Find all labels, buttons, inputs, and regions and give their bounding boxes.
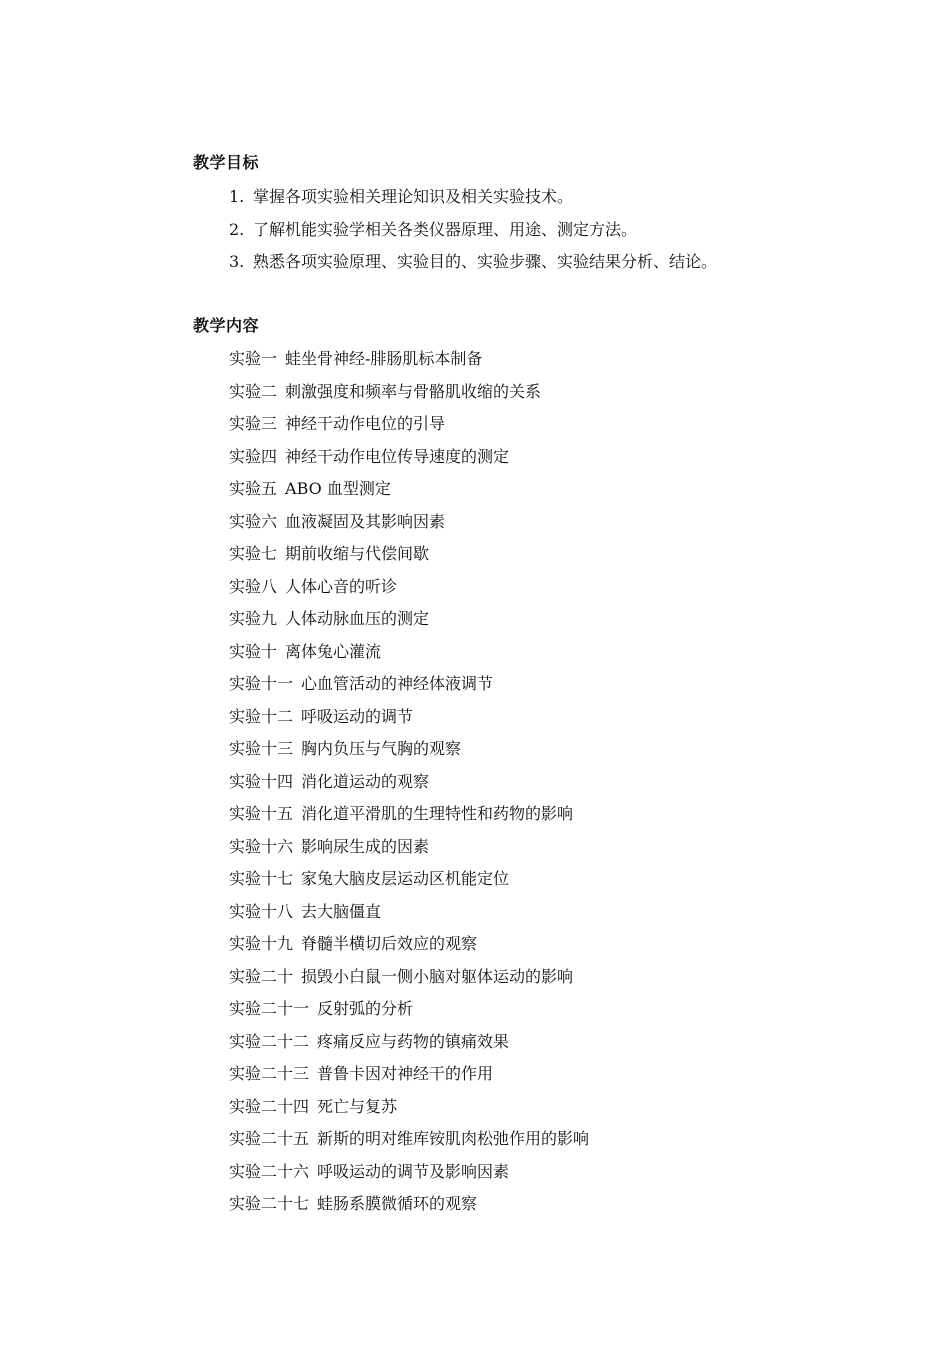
experiment-number: 实验二十五 xyxy=(229,1129,310,1148)
experiment-number: 实验八 xyxy=(229,576,278,596)
experiment-title: 影响尿生成的因素 xyxy=(301,836,430,856)
objective-number: 2. xyxy=(229,219,245,239)
experiment-item xyxy=(229,541,589,574)
experiment-title: 心血管活动的神经体液调节 xyxy=(301,674,494,693)
experiment-number: 实验九 xyxy=(229,609,278,628)
experiment-title: 消化道平滑肌的生理特性和药物的影响 xyxy=(301,804,574,823)
experiment-title: 蛙坐骨神经-腓肠肌标本制备 xyxy=(285,349,483,368)
experiment-number: 实验十一 xyxy=(229,674,294,693)
experiment-item xyxy=(229,1094,589,1127)
experiment-item xyxy=(229,736,589,769)
experiment-title: 死亡与复苏 xyxy=(317,1096,398,1116)
objective-text: 熟悉各项实验原理、实验目的、实验步骤、实验结果分析、结论。 xyxy=(253,252,718,271)
experiment-number: 实验二十一 xyxy=(229,999,310,1018)
objective-item xyxy=(229,217,717,250)
experiment-title: 胸内负压与气胸的观察 xyxy=(301,739,462,758)
experiment-title: 损毁小白鼠一侧小脑对躯体运动的影响 xyxy=(301,966,574,986)
experiment-list xyxy=(229,346,589,1224)
experiment-number: 实验五 xyxy=(229,479,278,498)
experiment-number: 实验二十三 xyxy=(229,1064,310,1083)
objective-number: 1. xyxy=(229,187,245,206)
experiment-item xyxy=(229,704,589,737)
experiment-number: 实验二十六 xyxy=(229,1161,310,1181)
experiment-title: 疼痛反应与药物的镇痛效果 xyxy=(317,1031,510,1051)
experiment-title: 人体动脉血压的测定 xyxy=(285,609,430,628)
experiment-title: 消化道运动的观察 xyxy=(301,771,430,791)
experiment-number: 实验十五 xyxy=(229,804,294,823)
experiment-title: 脊髓半横切后效应的观察 xyxy=(301,934,478,953)
content-heading: 教学内容 xyxy=(193,316,260,335)
experiment-title: 神经干动作电位传导速度的测定 xyxy=(285,446,510,466)
experiment-item xyxy=(229,444,589,477)
experiment-item xyxy=(229,769,589,802)
objective-item xyxy=(229,184,717,217)
experiment-title: 去大脑僵直 xyxy=(301,901,382,921)
experiment-item xyxy=(229,996,589,1029)
objective-number: 3. xyxy=(229,252,245,271)
experiment-number: 实验十七 xyxy=(229,869,294,888)
experiment-number: 实验十八 xyxy=(229,901,294,921)
experiment-number: 实验四 xyxy=(229,446,278,466)
experiment-item xyxy=(229,1061,589,1094)
experiment-number: 实验二十七 xyxy=(229,1194,310,1213)
experiment-number: 实验七 xyxy=(229,544,278,563)
experiment-item xyxy=(229,606,589,639)
experiment-item xyxy=(229,411,589,444)
experiment-number: 实验二十四 xyxy=(229,1096,310,1116)
experiment-item xyxy=(229,899,589,932)
experiment-number: 实验十九 xyxy=(229,934,294,953)
experiment-item xyxy=(229,379,589,412)
experiment-item xyxy=(229,866,589,899)
experiment-title: 离体兔心灌流 xyxy=(285,641,382,661)
experiment-number: 实验二十二 xyxy=(229,1031,310,1051)
experiment-title: ABO 血型测定 xyxy=(285,479,391,498)
experiment-item xyxy=(229,964,589,997)
objectives-heading: 教学目标 xyxy=(193,153,260,172)
experiment-title: 呼吸运动的调节 xyxy=(301,706,414,726)
objective-text: 了解机能实验学相关各类仪器原理、用途、测定方法。 xyxy=(253,219,638,239)
experiment-item xyxy=(229,639,589,672)
experiment-title: 期前收缩与代偿间歇 xyxy=(285,544,430,563)
experiment-number: 实验十六 xyxy=(229,836,294,856)
objective-text: 掌握各项实验相关理论知识及相关实验技术。 xyxy=(253,187,574,206)
experiment-number: 实验十三 xyxy=(229,739,294,758)
experiment-title: 家兔大脑皮层运动区机能定位 xyxy=(301,869,510,888)
experiment-title: 普鲁卡因对神经干的作用 xyxy=(317,1064,494,1083)
experiment-item xyxy=(229,801,589,834)
experiment-number: 实验二 xyxy=(229,381,278,401)
experiment-title: 新斯的明对维库铵肌肉松弛作用的影响 xyxy=(317,1129,590,1148)
experiment-title: 反射弧的分析 xyxy=(317,999,414,1018)
experiment-number: 实验二十 xyxy=(229,966,294,986)
experiment-title: 刺激强度和频率与骨骼肌收缩的关系 xyxy=(285,381,542,401)
experiment-item xyxy=(229,346,589,379)
experiment-item xyxy=(229,1159,589,1192)
experiment-number: 实验十四 xyxy=(229,771,294,791)
experiment-title: 蛙肠系膜微循环的观察 xyxy=(317,1194,478,1213)
experiment-title: 血液凝固及其影响因素 xyxy=(285,511,446,531)
experiment-number: 实验一 xyxy=(229,349,278,368)
experiment-number: 实验十二 xyxy=(229,706,294,726)
experiment-item xyxy=(229,931,589,964)
experiment-item xyxy=(229,1029,589,1062)
experiment-number: 实验六 xyxy=(229,511,278,531)
experiment-item xyxy=(229,671,589,704)
experiment-item xyxy=(229,1126,589,1159)
experiment-item xyxy=(229,574,589,607)
experiment-item xyxy=(229,834,589,867)
experiment-number: 实验十 xyxy=(229,641,278,661)
experiment-item xyxy=(229,476,589,509)
objective-item xyxy=(229,249,717,282)
experiment-item xyxy=(229,509,589,542)
experiment-title: 神经干动作电位的引导 xyxy=(285,414,446,433)
experiment-item xyxy=(229,1191,589,1224)
experiment-number: 实验三 xyxy=(229,414,278,433)
experiment-title: 呼吸运动的调节及影响因素 xyxy=(317,1161,510,1181)
experiment-title: 人体心音的听诊 xyxy=(285,576,398,596)
objectives-list xyxy=(229,184,717,282)
